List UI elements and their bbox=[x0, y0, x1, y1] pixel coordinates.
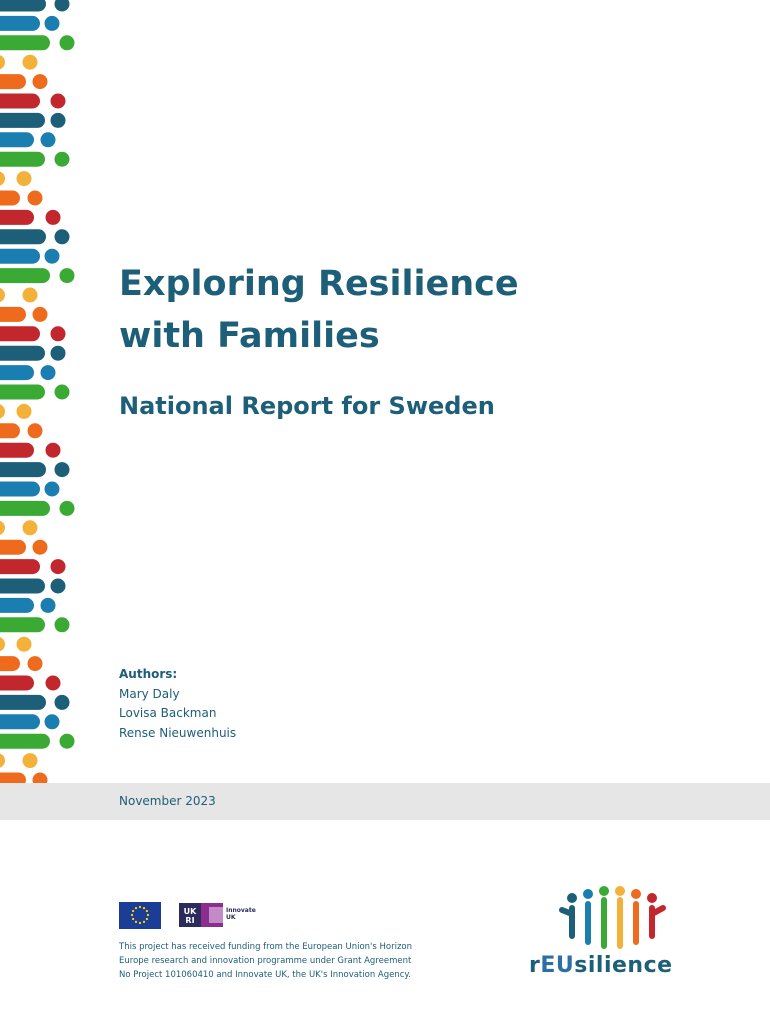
decorative-dot bbox=[28, 423, 43, 438]
decorative-dot bbox=[41, 365, 56, 380]
ukri-text-line-2: UK bbox=[226, 914, 236, 921]
decorative-dot bbox=[45, 249, 60, 264]
funding-line: Europe research and innovation programme under Grant Agreement bbox=[119, 956, 412, 966]
decorative-dot bbox=[46, 676, 61, 691]
family-figures-icon bbox=[558, 886, 668, 954]
decorative-bar bbox=[0, 579, 45, 594]
decorative-dot bbox=[55, 617, 70, 632]
decorative-dot bbox=[51, 579, 66, 594]
decorative-bar bbox=[0, 307, 26, 322]
decorative-bar bbox=[0, 637, 5, 652]
author-name: Rense Nieuwenhuis bbox=[119, 725, 237, 740]
report-subtitle: National Report for Sweden bbox=[119, 392, 495, 420]
decorative-dot bbox=[45, 714, 60, 729]
decorative-dot bbox=[45, 16, 60, 31]
decorative-dot bbox=[51, 559, 66, 574]
authors-block bbox=[119, 665, 236, 743]
decorative-dot bbox=[23, 288, 38, 303]
decorative-dot bbox=[28, 191, 43, 206]
decorative-bar bbox=[0, 714, 40, 729]
decorative-dot bbox=[33, 74, 48, 89]
decorative-bar bbox=[0, 462, 46, 477]
decorative-bar bbox=[0, 734, 50, 749]
decorative-bar bbox=[0, 346, 45, 361]
decorative-bar-pattern bbox=[0, 0, 90, 790]
funding-line: No Project 101060410 and Innovate UK, the UK's Innovation Agency. bbox=[119, 970, 411, 980]
publication-date: November 2023 bbox=[119, 794, 216, 808]
decorative-dot bbox=[46, 443, 61, 458]
decorative-bar bbox=[0, 326, 40, 341]
decorative-bar bbox=[0, 598, 34, 613]
decorative-bar bbox=[0, 249, 40, 264]
decorative-bar bbox=[0, 676, 34, 691]
decorative-bar bbox=[0, 559, 40, 574]
logo-suffix: silience bbox=[574, 953, 673, 978]
decorative-dot bbox=[23, 520, 38, 535]
decorative-dot bbox=[51, 346, 66, 361]
decorative-bar bbox=[0, 94, 40, 109]
funding-statement bbox=[119, 940, 419, 982]
decorative-bar bbox=[0, 753, 5, 768]
decorative-bar bbox=[0, 152, 45, 167]
decorative-bar bbox=[0, 268, 50, 283]
decorative-dot bbox=[60, 35, 75, 50]
date-band bbox=[0, 783, 770, 820]
decorative-dot bbox=[17, 171, 32, 186]
title-line-2: with Families bbox=[119, 316, 380, 356]
decorative-bar bbox=[0, 16, 40, 31]
decorative-bar bbox=[0, 191, 20, 206]
decorative-dot bbox=[33, 307, 48, 322]
decorative-dot bbox=[55, 385, 70, 400]
decorative-dot bbox=[55, 0, 70, 12]
author-name: Lovisa Backman bbox=[119, 706, 217, 720]
ukri-mark-bottom: RI bbox=[185, 916, 195, 925]
decorative-dot bbox=[51, 113, 66, 128]
decorative-dot bbox=[55, 695, 70, 710]
decorative-bar bbox=[0, 540, 26, 555]
decorative-dot bbox=[55, 152, 70, 167]
eu-flag-icon bbox=[119, 902, 161, 929]
decorative-bar bbox=[0, 132, 34, 147]
decorative-dot bbox=[41, 598, 56, 613]
decorative-dot bbox=[45, 482, 60, 497]
ukri-mark-top: UK bbox=[183, 907, 197, 916]
decorative-dot bbox=[51, 326, 66, 341]
decorative-dot bbox=[46, 210, 61, 225]
decorative-dot bbox=[51, 94, 66, 109]
decorative-bar bbox=[0, 35, 50, 50]
decorative-dot bbox=[41, 132, 56, 147]
logo-prefix: r bbox=[529, 953, 541, 978]
decorative-bar bbox=[0, 695, 46, 710]
title-line-1: Exploring Resilience bbox=[119, 264, 519, 304]
author-name: Mary Daly bbox=[119, 686, 180, 701]
decorative-bar bbox=[0, 443, 34, 458]
decorative-bar bbox=[0, 288, 5, 303]
funding-line: This project has received funding from the European Union's Horizon bbox=[119, 942, 413, 952]
decorative-bar bbox=[0, 365, 34, 380]
decorative-bar bbox=[0, 423, 20, 438]
decorative-bar bbox=[0, 617, 45, 632]
decorative-dot bbox=[55, 229, 70, 244]
decorative-bar bbox=[0, 501, 50, 516]
decorative-dot bbox=[55, 462, 70, 477]
logo-highlight: EU bbox=[540, 953, 575, 978]
decorative-dot bbox=[28, 656, 43, 671]
decorative-bar bbox=[0, 74, 26, 89]
decorative-bar bbox=[0, 520, 5, 535]
decorative-bar bbox=[0, 210, 34, 225]
decorative-dot bbox=[60, 501, 75, 516]
decorative-bar bbox=[0, 656, 20, 671]
decorative-bar bbox=[0, 55, 5, 70]
authors-heading: Authors: bbox=[119, 667, 178, 681]
project-logo-text bbox=[529, 953, 673, 978]
ukri-logo-icon bbox=[179, 902, 259, 928]
decorative-bar bbox=[0, 229, 46, 244]
decorative-bar bbox=[0, 0, 46, 12]
decorative-dot bbox=[17, 404, 32, 419]
decorative-dot bbox=[23, 753, 38, 768]
decorative-bar bbox=[0, 171, 5, 186]
decorative-dot bbox=[60, 268, 75, 283]
decorative-bar bbox=[0, 404, 5, 419]
decorative-dot bbox=[17, 637, 32, 652]
report-title bbox=[119, 258, 679, 362]
decorative-dot bbox=[33, 540, 48, 555]
decorative-dot bbox=[23, 55, 38, 70]
decorative-bar bbox=[0, 385, 45, 400]
decorative-bar bbox=[0, 482, 40, 497]
decorative-bar bbox=[0, 113, 45, 128]
decorative-dot bbox=[60, 734, 75, 749]
ukri-text-line-1: Innovate bbox=[226, 907, 256, 914]
